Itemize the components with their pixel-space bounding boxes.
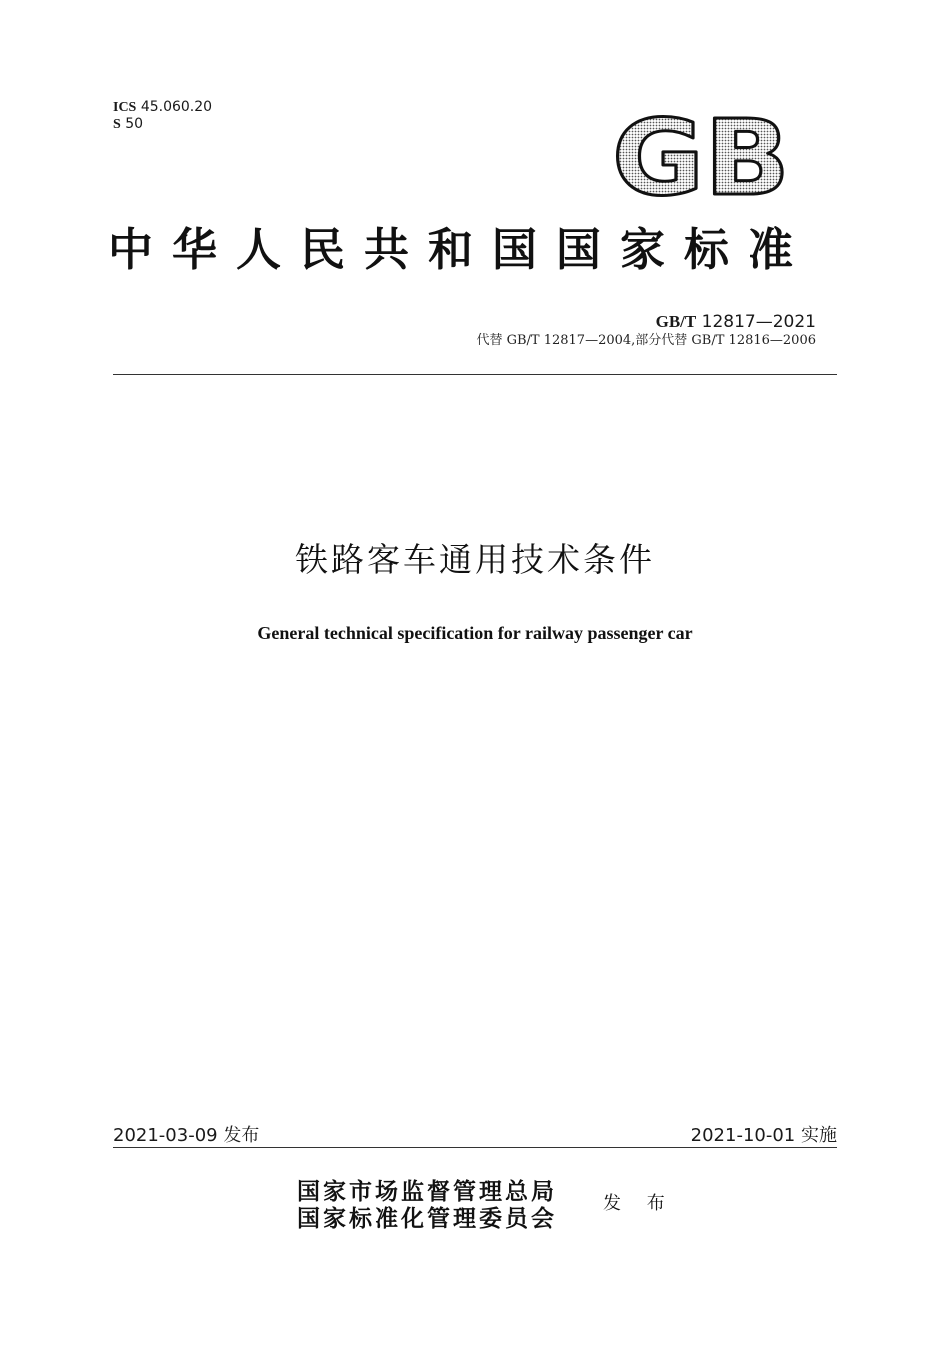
standard-title: 中华人民共和国国家标准 xyxy=(108,223,813,276)
publisher-samr: 国家市场监督管理总局 xyxy=(297,1178,557,1205)
publishers xyxy=(297,1178,557,1232)
ics-value: 45.060.20 xyxy=(140,99,213,115)
ccs-value: 50 xyxy=(125,116,144,132)
svg-text:GB: GB xyxy=(612,112,790,200)
implementation-date: 2021-10-01 实施 xyxy=(690,1125,837,1146)
ics-label: ICS xyxy=(113,100,137,115)
document-title-english: General technical specification for railway passenger car xyxy=(257,623,693,643)
ccs-code xyxy=(113,116,212,133)
gb-logo xyxy=(610,112,792,200)
ics-code xyxy=(113,99,212,116)
document-title-chinese: 铁路客车通用技术条件 xyxy=(295,540,655,579)
issue-date: 2021-03-09 发布 xyxy=(113,1125,260,1146)
bottom-divider xyxy=(113,1147,837,1148)
ccs-label: S xyxy=(113,117,121,132)
standard-number xyxy=(656,312,816,332)
standard-code-prefix: GB/T xyxy=(655,312,697,331)
replaces-note: 代替 GB/T 12817—2004,部分代替 GB/T 12816—2006 xyxy=(476,333,816,348)
standard-code-number: 12817—2021 xyxy=(701,312,816,332)
publish-label: 发 布 xyxy=(603,1193,675,1214)
top-divider xyxy=(113,374,837,375)
classification-codes xyxy=(113,99,212,133)
publisher-sac: 国家标准化管理委员会 xyxy=(297,1205,557,1232)
